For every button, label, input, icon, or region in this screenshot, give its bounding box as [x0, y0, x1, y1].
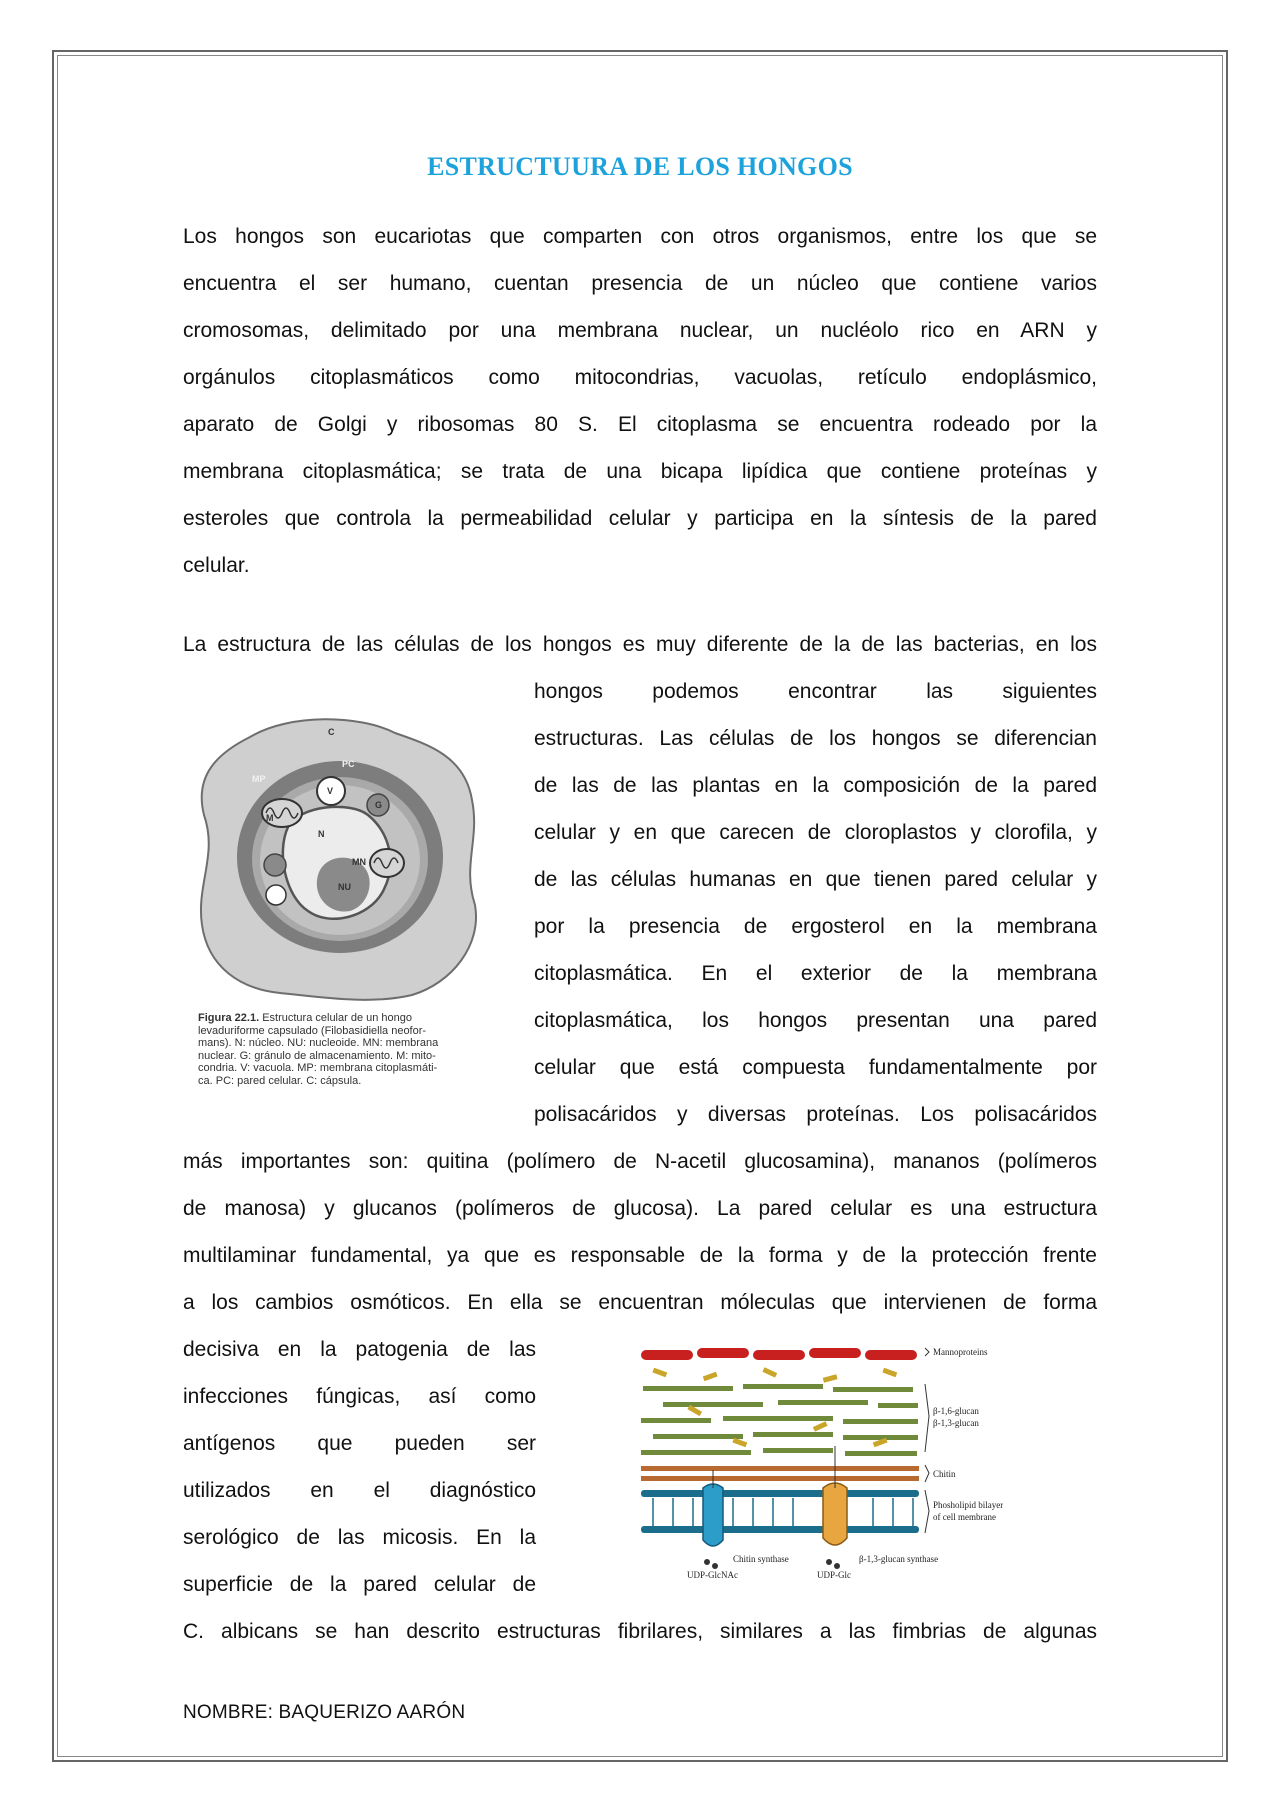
label-v: V — [327, 786, 334, 796]
paragraph2-line: celular que está compuesta fundamentalmente por — [534, 1056, 1097, 1079]
caption-number: Figura 22.1. — [198, 1012, 260, 1024]
paragraph2-line: utilizados en el diagnóstico — [183, 1479, 536, 1502]
paragraph2-line: multilaminar fundamental, ya que es responsable de la forma y de la protección frente — [183, 1244, 1097, 1267]
paragraph1-line: encuentra el ser humano, cuentan presencia de un núcleo que contiene varios — [183, 272, 1097, 295]
paragraph2-line: superficie de la pared celular de — [183, 1573, 536, 1596]
paragraph2-line: infecciones fúngicas, así como — [183, 1385, 536, 1408]
document-title: ESTRUCTUURA DE LOS HONGOS — [427, 152, 853, 181]
label-m: M — [266, 813, 274, 823]
label-glucan16: β-1,6-glucan — [933, 1406, 979, 1416]
paragraph1-line: celular. — [183, 554, 250, 577]
label-udp-glc: UDP-Glc — [817, 1570, 851, 1580]
label-glucan13: β-1,3-glucan — [933, 1418, 979, 1428]
membrane-layer — [641, 1490, 919, 1533]
paragraph2-line: celular y en que carecen de cloroplastos y clorofila, y — [534, 821, 1097, 844]
paragraph1-line: Los hongos son eucariotas que comparten con otros organismos, entre los que se — [183, 225, 1097, 248]
paragraph2-line: a los cambios osmóticos. En ella se encuentran móleculas que intervienen de forma — [183, 1291, 1097, 1314]
label-g: G — [375, 800, 383, 810]
caption-line: condria. V: vacuola. MP: membrana citoplasmáti- — [198, 1062, 438, 1074]
label-bilayer-line2: of cell membrane — [933, 1512, 996, 1522]
figure1-caption — [198, 1012, 488, 1087]
paragraph2-line: de las de las plantas en la composición de la pared — [534, 774, 1097, 797]
paragraph2-line: antígenos que pueden ser — [183, 1432, 536, 1455]
glucan-synthase — [823, 1483, 847, 1545]
paragraph2-line: polisacáridos y diversas proteínas. Los polisacáridos — [534, 1103, 1097, 1126]
paragraph2-line: La estructura de las células de los hongos es muy diferente de la de las bacterias, en los — [183, 633, 1097, 656]
paragraph1-line: cromosomas, delimitado por una membrana nuclear, un nucléolo rico en ARN y — [183, 319, 1097, 342]
caption-line: mans). N: núcleo. NU: nucleoide. MN: membrana — [198, 1037, 439, 1049]
paragraph1-line: orgánulos citoplasmáticos como mitocondrias, vacuolas, retículo endoplásmico, — [183, 366, 1097, 389]
paragraph2-line: estructuras. Las células de los hongos se diferencian — [534, 727, 1097, 750]
yeast-cell-figure — [190, 705, 485, 1005]
caption-line: levaduriforme capsulado (Filobasidiella neofor- — [198, 1024, 427, 1037]
paragraph2-line: citoplasmática, los hongos presentan una pared — [534, 1009, 1097, 1032]
paragraph2-line: serológico de las micosis. En la — [183, 1526, 536, 1549]
label-mp: MP — [252, 774, 266, 784]
paragraph2-line: por la presencia de ergosterol en la membrana — [534, 915, 1097, 938]
cell-wall-figure — [633, 1340, 1003, 1602]
label-bilayer-line1: Phosholipid bilayer — [933, 1500, 1003, 1510]
caption-line: ca. PC: pared celular. C: cápsula. — [198, 1074, 362, 1087]
vacuole-small — [266, 885, 286, 905]
paragraph2-line: decisiva en la patogenia de las — [183, 1338, 536, 1361]
caption-line: Estructura celular de un hongo — [259, 1012, 413, 1024]
label-n: N — [318, 829, 325, 839]
label-c: C — [328, 727, 335, 737]
label-glucan-synthase: β-1,3-glucan synthase — [859, 1554, 939, 1564]
paragraph1-line: esteroles que controla la permeabilidad celular y participa en la síntesis de la pared — [183, 507, 1097, 530]
paragraph2-line: hongos podemos encontrar las siguientes — [534, 680, 1097, 703]
caption-line: nuclear. G: gránulo de almacenamiento. M: mito- — [198, 1049, 436, 1062]
footer-author: NOMBRE: BAQUERIZO AARÓN — [183, 1702, 466, 1723]
mannoproteins-layer — [641, 1348, 917, 1360]
label-udp-glcnac: UDP-GlcNAc — [687, 1570, 738, 1580]
paragraph2-line: de las células humanas en que tienen pared celular y — [534, 868, 1097, 891]
label-mn: MN — [352, 857, 366, 867]
chitin-layer — [641, 1466, 919, 1481]
paragraph2-line: de manosa) y glucanos (polímeros de glucosa). La pared celular es una estructura — [183, 1197, 1097, 1220]
label-mannoproteins: Mannoproteins — [933, 1347, 988, 1357]
paragraph1-line: aparato de Golgi y ribosomas 80 S. El citoplasma se encuentra rodeado por la — [183, 413, 1097, 436]
label-pc: PC — [342, 759, 355, 769]
paragraph2-line: más importantes son: quitina (polímero de N-acetil glucosamina), mananos (polímeros — [183, 1150, 1097, 1173]
paragraph2-line: C. albicans se han descrito estructuras fibrilares, similares a las fimbrias de algunas — [183, 1620, 1097, 1643]
storage-granule-left — [264, 854, 286, 876]
mitochondrion-right — [370, 849, 404, 877]
chitin-synthase — [703, 1484, 723, 1546]
label-chitin-synthase: Chitin synthase — [733, 1554, 789, 1564]
paragraph1-line: membrana citoplasmática; se trata de una bicapa lipídica que contiene proteínas y — [183, 460, 1097, 483]
label-chitin: Chitin — [933, 1469, 956, 1479]
label-nu: NU — [338, 882, 351, 892]
paragraph2-line: citoplasmática. En el exterior de la membrana — [534, 962, 1097, 985]
